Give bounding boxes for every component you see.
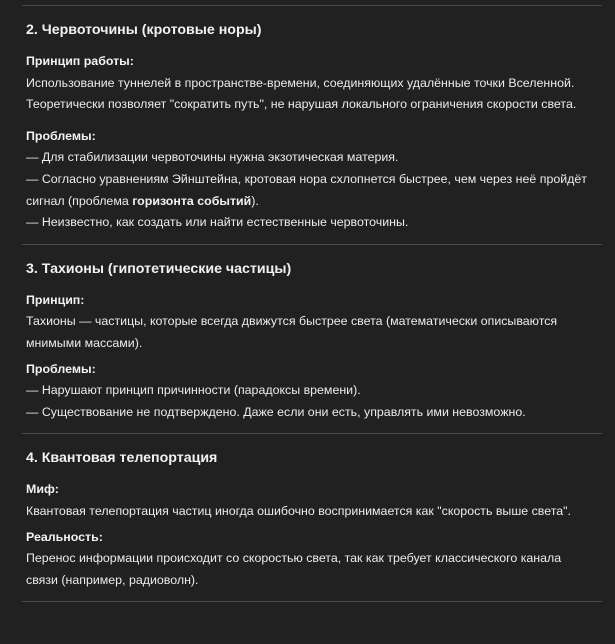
problems-label: Проблемы: [26,128,96,143]
myth-text: Квантовая телепортация частиц иногда ошибочно воспринимается как "скорость выше света". [26,503,571,518]
problem-text: — Согласно уравнениям Эйнштейна, кротовая нора схлопнется быстрее, чем через неё пройдёт сигнал (проблема [26,171,587,208]
problem-item: — Для стабилизации червоточины нужна экзотическая материя. [26,150,399,165]
principle-label: Принцип работы: [26,54,134,68]
problems-label: Проблемы: [26,361,96,376]
section-heading: 3. Тахионы (гипотетические частицы) [26,260,292,277]
problem-text-tail: ). [251,193,259,208]
section-wormholes [26,19,589,234]
reality-text: Перенос информации происходит со скоростью света, так как требует классического канала связи (например, радиоволн). [26,551,562,587]
section-tachyons [26,258,589,424]
section-heading: 4. Квантовая телепортация [26,450,218,467]
problem-item [26,169,589,212]
myth-block [26,479,589,522]
myth-label: Миф: [26,482,59,497]
reality-block [26,527,589,592]
divider [22,433,602,434]
principle-label: Принцип: [26,292,85,307]
event-horizon-term: горизонта событий [132,193,252,208]
problem-item: — Существование не подтверждено. Даже если они есть, управлять ими невозможно. [26,404,526,419]
divider [22,601,602,602]
divider [22,5,602,6]
principle-text: Тахионы — частицы, которые всегда движутся быстрее света (математически описываются мнимыми массами). [26,314,558,350]
chat-message-content [0,5,615,602]
problems-block [26,359,589,424]
principle-block [26,290,589,355]
reality-label: Реальность: [26,529,103,544]
problem-item: — Нарушают принцип причинности (парадоксы времени). [26,383,361,398]
section-quantum-teleportation [26,447,589,591]
problems-block [26,126,589,234]
divider [22,244,602,245]
problem-item: — Неизвестно, как создать или найти естественные червоточины. [26,215,409,230]
principle-text: Использование туннелей в пространстве-времени, соединяющих удалённые точки Вселенной. Теоретически позволяет "сократить путь", не нарушая локального ограничения скорости света. [26,75,577,112]
section-heading: 2. Червоточины (кротовые норы) [26,22,262,38]
principle-block [26,51,589,116]
